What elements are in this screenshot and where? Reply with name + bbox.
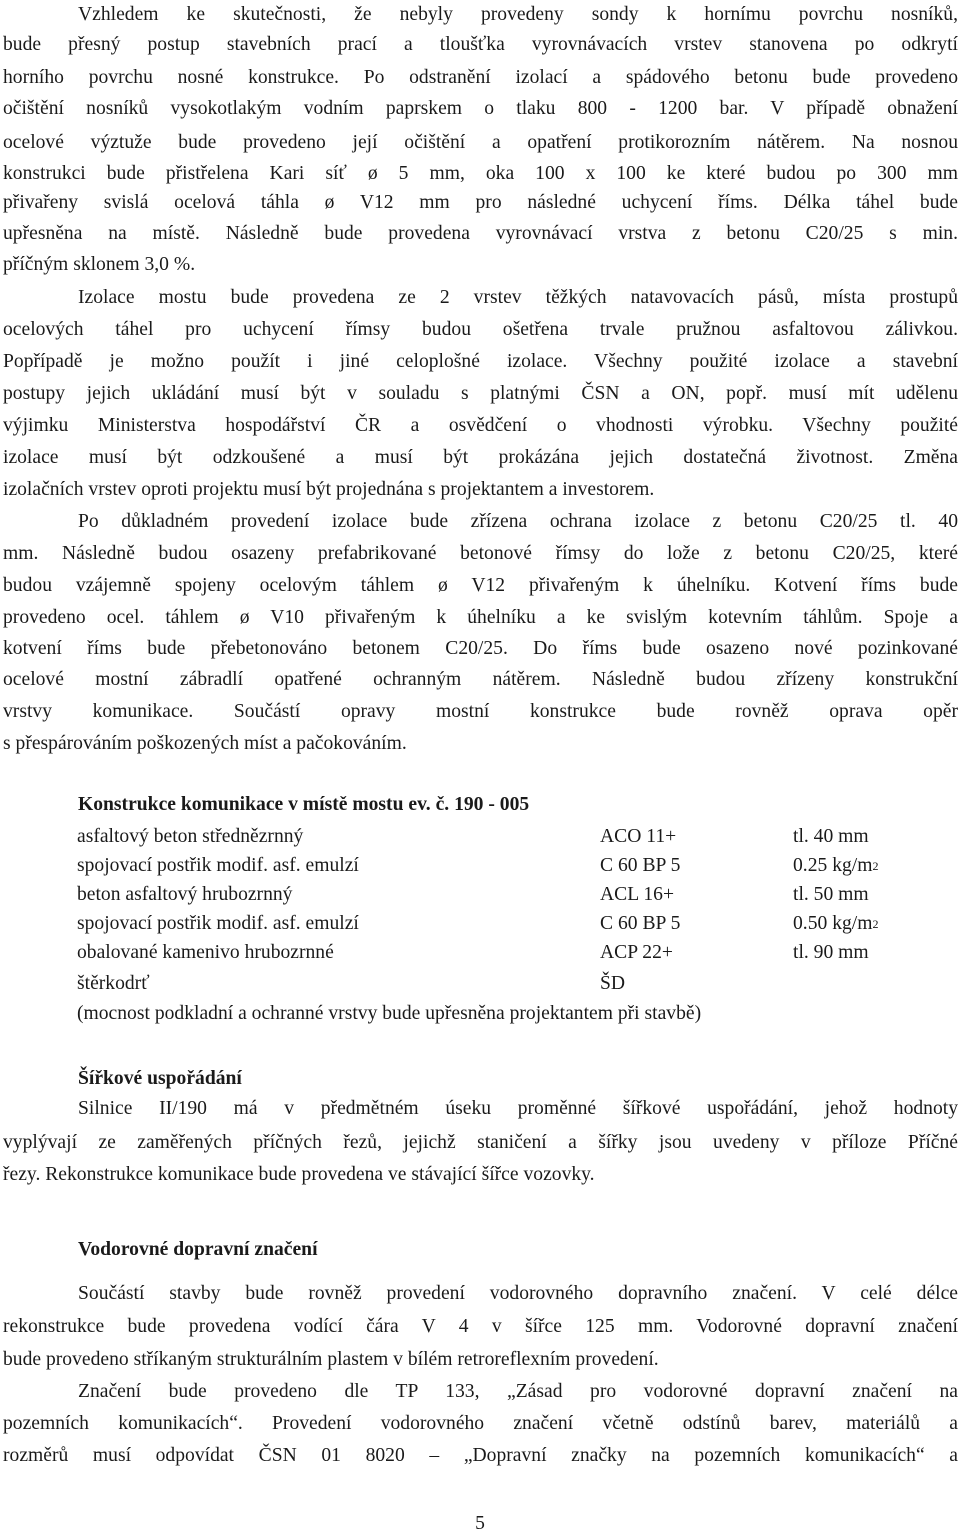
- layer-row: [0, 822, 960, 852]
- paragraph-1-line: přivařeny svislá ocelová táhla ø V12 mm pro následné uchycení říms. Délka táhel bude: [3, 192, 958, 213]
- layer-spec: [793, 822, 869, 852]
- marking-section-line: rekonstrukce bude provedena vodící čára V 4 v šířce 125 mm. Vodorovné dopravní značení: [3, 1316, 958, 1337]
- paragraph-1-line: Vzhledem ke skutečnosti, že nebyly provedeny sondy k hornímu povrchu nosníků,: [78, 4, 958, 25]
- width-section-line: řezy. Rekonstrukce komunikace bude provedena ve stávající šířce vozovky.: [3, 1164, 595, 1185]
- page-number: 5: [475, 1513, 485, 1534]
- paragraph-1-line: bude přesný postup stavebních prací a tloušťka vyrovnávacích vrstev stanovena po odkrytí: [3, 34, 958, 55]
- paragraph-3-line: s přespárováním poškozených míst a pačokováním.: [3, 733, 407, 754]
- marking-section-line: rozměrů musí odpovídat ČSN 01 8020 – „Dopravní značky na pozemních komunikacích“ a: [3, 1445, 958, 1466]
- layer-spec-value: tl. 40 mm: [793, 826, 869, 847]
- layer-row: [0, 909, 960, 939]
- paragraph-2-line: Izolace mostu bude provedena ze 2 vrstev těžkých natavovacích pásů, místa prostupů: [78, 287, 958, 308]
- layer-row: [0, 969, 960, 999]
- marking-section-line: pozemních komunikacích“. Provedení vodorovného značení včetně odstínů barev, materiálů a: [3, 1413, 958, 1434]
- paragraph-3-line: ocelové mostní zábradlí opatřené ochranným nátěrem. Následně budou zřízeny konstrukční: [3, 669, 958, 690]
- layer-name: beton asfaltový hrubozrnný: [77, 884, 293, 905]
- layer-name: štěrkodrť: [77, 973, 150, 994]
- layer-code: C 60 BP 5: [600, 913, 681, 934]
- layer-code: ACP 22+: [600, 942, 673, 963]
- paragraph-1-line: očištění nosníků vysokotlakým vodním paprskem o tlaku 800 - 1200 bar. V případě obnažení: [3, 98, 958, 119]
- paragraph-1-line: příčným sklonem 3,0 %.: [3, 254, 196, 275]
- layer-spec: [793, 851, 879, 881]
- paragraph-2-line: izolace musí být odzkoušené a musí být prokázána jejich dostatečná životnost. Změna: [3, 447, 958, 468]
- layer-code: ACO 11+: [600, 826, 677, 847]
- layer-spec: [793, 909, 879, 939]
- layer-name: asfaltový beton střednězrnný: [77, 826, 304, 847]
- layer-spec-value: 0.25 kg/m: [793, 855, 873, 876]
- construction-note-row: [0, 999, 960, 1029]
- layer-row: [0, 851, 960, 881]
- paragraph-2-line: Popřípadě je možno použít i jiné celoplošné izolace. Všechny použité izolace a stavební: [3, 351, 958, 372]
- layer-row: [0, 938, 960, 968]
- paragraph-1-line: horního povrchu nosné konstrukce. Po odstranění izolací a spádového betonu bude provedeno: [3, 67, 958, 88]
- layer-spec-superscript: 2: [872, 917, 879, 931]
- paragraph-2-line: izolačních vrstev oproti projektu musí být projednána s projektantem a investorem.: [3, 479, 655, 500]
- paragraph-3-line: provedeno ocel. táhlem ø V10 přivařeným k úhelníku a ke svislým kotevním táhlům. Spoje a: [3, 607, 958, 628]
- layer-spec-value: 0.50 kg/m: [793, 913, 873, 934]
- paragraph-3-line: Po důkladném provedení izolace bude zřízena ochrana izolace z betonu C20/25 tl. 40: [78, 511, 958, 532]
- paragraph-2-line: ocelových táhel pro uchycení římsy budou ošetřena trvale pružnou asfaltovou zálivkou.: [3, 319, 958, 340]
- layer-row: [0, 880, 960, 910]
- width-section-heading: Šířkové uspořádání: [78, 1068, 242, 1089]
- paragraph-2-line: výjimku Ministerstva hospodářství ČR a osvědčení o vhodnosti výrobku. Všechny použité: [3, 415, 958, 436]
- layer-code: ŠD: [600, 973, 626, 994]
- marking-section-line: Značení bude provedeno dle TP 133, „Zásad pro vodorovné dopravní značení na: [78, 1381, 958, 1402]
- layer-spec-value: tl. 90 mm: [793, 942, 869, 963]
- paragraph-1-line: upřesněna na místě. Následně bude provedena vyrovnávací vrstva z betonu C20/25 s min.: [3, 223, 958, 244]
- width-section-line: vyplývají ze zaměřených příčných řezů, jejichž staničení a šířky jsou uvedeny v příloze Příčné: [3, 1132, 958, 1153]
- layer-code: C 60 BP 5: [600, 855, 681, 876]
- layer-name: spojovací postřik modif. asf. emulzí: [77, 913, 359, 934]
- width-section-line: Silnice II/190 má v předmětném úseku proměnné šířkové uspořádání, jehož hodnoty: [78, 1098, 958, 1119]
- layer-spec-value: tl. 50 mm: [793, 884, 869, 905]
- paragraph-3-line: budou vzájemně spojeny ocelovým táhlem ø V12 přivařeným k úhelníku. Kotvení říms bude: [3, 575, 958, 596]
- paragraph-1-line: konstrukci bude přistřelena Kari síť ø 5 mm, oka 100 x 100 ke které budou po 300 mm: [3, 163, 958, 184]
- layer-name: obalované kamenivo hrubozrnné: [77, 942, 334, 963]
- construction-heading: Konstrukce komunikace v místě mostu ev. č. 190 - 005: [78, 794, 530, 815]
- layer-spec: [793, 880, 869, 910]
- paragraph-3-line: vrstvy komunikace. Součástí opravy mostní konstrukce bude rovněž oprava opěr: [3, 701, 958, 722]
- layer-spec: [793, 938, 869, 968]
- marking-section-line: bude provedeno stříkaným strukturálním plastem v bílém retroreflexním provedení.: [3, 1349, 659, 1370]
- layer-name: spojovací postřik modif. asf. emulzí: [77, 855, 359, 876]
- paragraph-3-line: mm. Následně budou osazeny prefabrikované betonové římsy do lože z betonu C20/25, které: [3, 543, 958, 564]
- layer-code: ACL 16+: [600, 884, 675, 905]
- paragraph-2-line: postupy jejich ukládání musí být v souladu s platnými ČSN a ON, popř. musí mít udělenu: [3, 383, 958, 404]
- paragraph-1-line: ocelové výztuže bude provedeno její očištění a opatření protikorozním nátěrem. Na nosnou: [3, 132, 958, 153]
- construction-note: (mocnost podkladní a ochranné vrstvy bude upřesněna projektantem při stavbě): [77, 1003, 702, 1024]
- paragraph-3-line: kotvení říms bude přebetonováno betonem C20/25. Do říms bude osazeno nové pozinkované: [3, 638, 958, 659]
- layer-spec-superscript: 2: [872, 859, 879, 873]
- marking-section-heading: Vodorovné dopravní značení: [78, 1239, 318, 1260]
- marking-section-line: Součástí stavby bude rovněž provedení vodorovného dopravního značení. V celé délce: [78, 1283, 958, 1304]
